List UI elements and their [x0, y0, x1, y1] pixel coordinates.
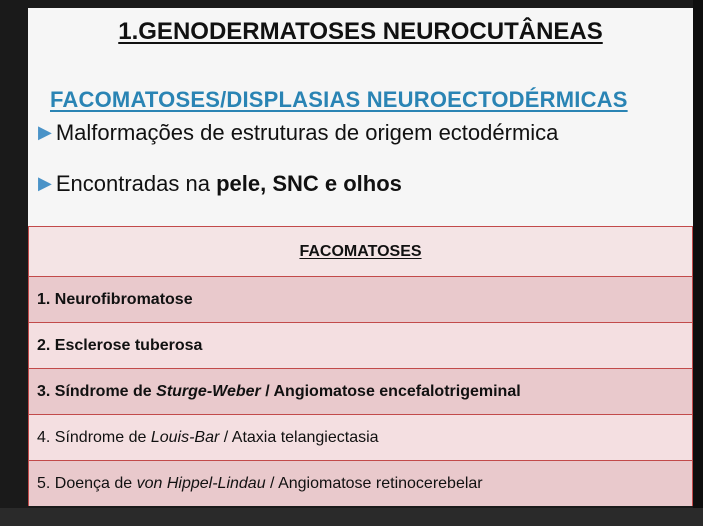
table-cell	[29, 369, 693, 415]
cell-text: 2. Esclerose tuberosa	[37, 336, 203, 354]
table-row	[29, 323, 693, 369]
table-header-row	[29, 227, 693, 277]
slide	[28, 8, 693, 506]
bullet-item	[38, 171, 402, 197]
window-edge	[693, 0, 703, 508]
triangle-right-icon: ▶	[38, 122, 52, 142]
facomatoses-table	[28, 226, 693, 506]
bullet-text-bold: pele, SNC e olhos	[216, 171, 402, 196]
bullet-text: Malformações de estruturas de origem ectodérmica	[55, 120, 559, 145]
triangle-right-icon: ▶	[38, 173, 52, 193]
slide-title: 1.GENODERMATOSES NEUROCUTÂNEAS	[118, 18, 603, 45]
cell-text-italic: Louis-Bar	[150, 428, 220, 446]
table-header: FACOMATOSES	[29, 227, 693, 277]
cell-text: / Angiomatose encefalotrigeminal	[260, 382, 521, 400]
bullet-text: Encontradas na	[55, 171, 217, 196]
table-row	[29, 277, 693, 323]
table-row	[29, 461, 693, 507]
table-cell	[29, 323, 693, 369]
slide-subtitle: FACOMATOSES/DISPLASIAS NEUROECTODÉRMICAS	[50, 87, 628, 112]
cell-text: / Angiomatose retinocerebelar	[265, 474, 483, 492]
table-cell	[29, 415, 693, 461]
cell-text-italic: Sturge-Weber	[156, 382, 261, 400]
table-cell	[29, 277, 693, 323]
table-row	[29, 369, 693, 415]
cell-text: 3. Síndrome de	[37, 382, 157, 400]
bullet-item	[38, 120, 558, 146]
bottom-bar	[0, 508, 703, 526]
cell-text-italic: von Hippel-Lindau	[136, 474, 266, 492]
cell-text: 4. Síndrome de	[37, 428, 151, 446]
table-cell	[29, 461, 693, 507]
table-row	[29, 415, 693, 461]
cell-text: 1. Neurofibromatose	[37, 290, 193, 308]
cell-text: / Ataxia telangiectasia	[219, 428, 379, 446]
cell-text: 5. Doença de	[37, 474, 137, 492]
